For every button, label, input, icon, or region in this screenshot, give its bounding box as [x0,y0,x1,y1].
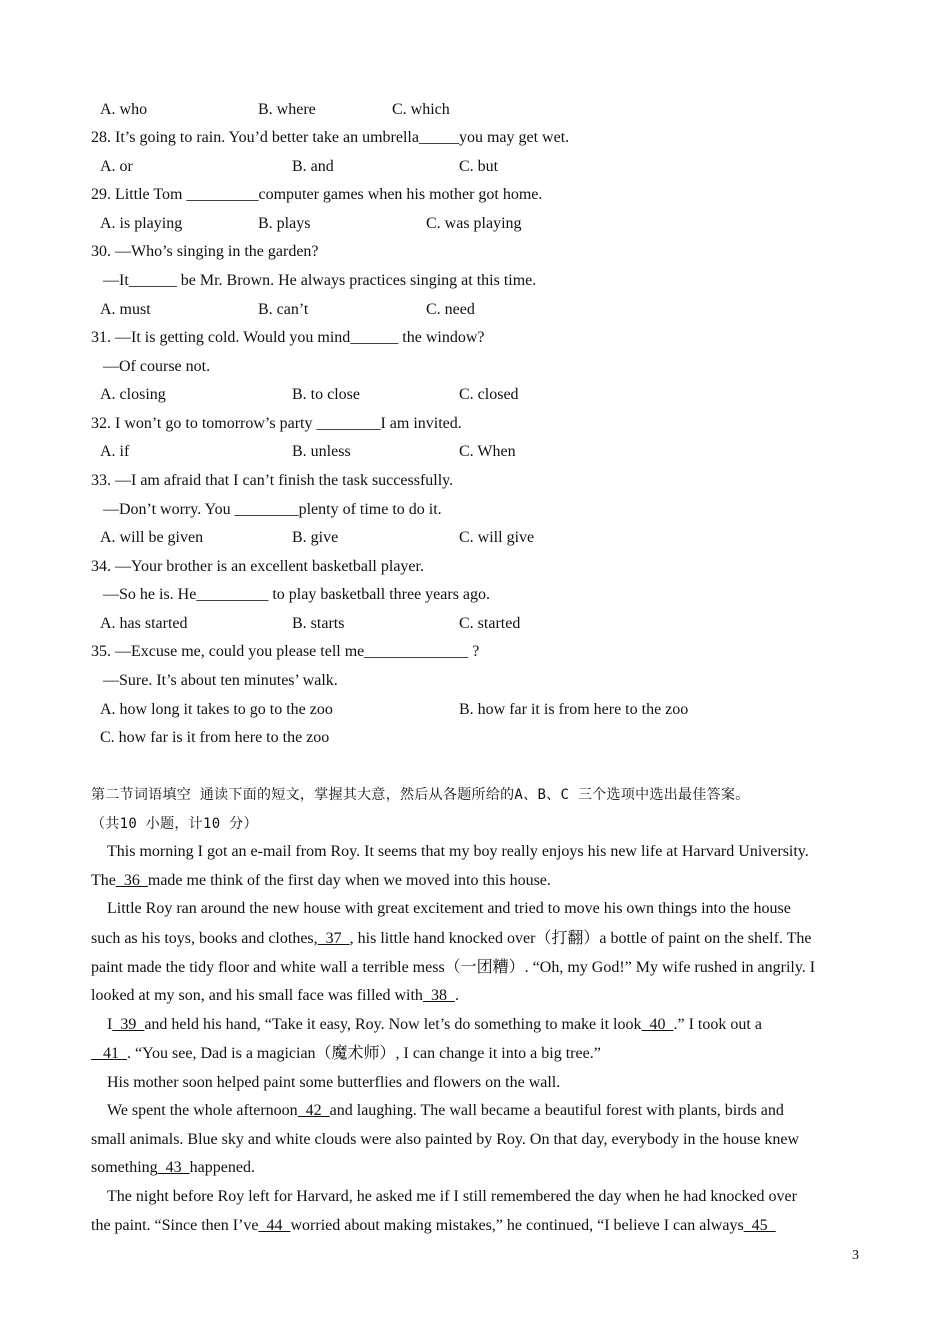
question-33: 33. —I am afraid that I can’t finish the task successfully. [91,472,454,489]
blank-42: 42 [297,1102,330,1119]
q31-option-c: C. closed [459,386,519,403]
q32-option-b: B. unless [292,443,351,460]
blank-41: 41 [91,1045,127,1062]
section-subheading: （共10 小题，计10 分） [91,816,258,832]
blank-45: 45 [743,1217,776,1234]
question-34-reply: —So he is. He_________ to play basketball three years ago. [103,586,491,603]
question-33-reply: —Don’t worry. You ________plenty of time to do it. [103,501,442,518]
q28-option-b: B. and [292,158,334,175]
passage-line: small animals. Blue sky and white clouds were also painted by Roy. On that day, everybody in the house knew [91,1131,799,1148]
blank-43: 43 [157,1159,190,1176]
passage-line: 41 . “You see, Dad is a magician（魔术师）, I can change it into a big tree.” [91,1045,601,1062]
question-30: 30. —Who’s singing in the garden? [91,243,319,260]
q29-option-b: B. plays [258,215,311,232]
blank-44: 44 [258,1217,291,1234]
blank-38: 38 [422,987,455,1004]
q28-option-a: A. or [100,158,133,175]
passage-line: Little Roy ran around the new house with great excitement and tried to move his own things into the house [107,900,791,917]
q30-option-b: B. can’t [258,301,309,318]
q34-option-a: A. has started [100,615,188,632]
q32-option-c: C. When [459,443,516,460]
q35-option-a: A. how long it takes to go to the zoo [100,701,333,718]
q31-option-a: A. closing [100,386,166,403]
q33-option-c: C. will give [459,529,535,546]
q35-option-c: C. how far is it from here to the zoo [100,729,330,746]
passage-line: looked at my son, and his small face was filled with 38 . [91,987,459,1004]
question-31: 31. —It is getting cold. Would you mind______ the window? [91,329,485,346]
passage-line: the paint. “Since then I’ve 44 worried about making mistakes,” he continued, “I believe I can always 45 [91,1217,776,1234]
passage-line: I 39 and held his hand, “Take it easy, Roy. Now let’s do something to make it look 40 .” I took out a [107,1016,762,1033]
q33-option-b: B. give [292,529,339,546]
passage-line: something 43 happened. [91,1159,255,1176]
blank-39: 39 [112,1016,145,1033]
question-32: 32. I won’t go to tomorrow’s party ________I am invited. [91,415,462,432]
question-35-reply: —Sure. It’s about ten minutes’ walk. [103,672,338,689]
q33-option-a: A. will be given [100,529,204,546]
question-31-reply: —Of course not. [103,358,211,375]
passage-line: The 36 made me think of the first day when we moved into this house. [91,872,551,889]
question-34: 34. —Your brother is an excellent basketball player. [91,558,424,575]
q27-option-a: A. who [100,101,148,118]
passage-line: The night before Roy left for Harvard, he asked me if I still remembered the day when he had knocked over [107,1188,797,1205]
question-29: 29. Little Tom _________computer games when his mother got home. [91,186,543,203]
q34-option-c: C. started [459,615,521,632]
q31-option-b: B. to close [292,386,360,403]
q29-option-c: C. was playing [426,215,522,232]
passage-line: His mother soon helped paint some butterflies and flowers on the wall. [107,1074,561,1091]
q30-option-a: A. must [100,301,151,318]
question-35: 35. —Excuse me, could you please tell me_____________ ? [91,643,480,660]
q34-option-b: B. starts [292,615,345,632]
q35-option-b: B. how far it is from here to the zoo [459,701,689,718]
question-28: 28. It’s going to rain. You’d better take an umbrella_____you may get wet. [91,129,570,146]
blank-37: 37 [317,930,350,947]
q30-option-c: C. need [426,301,475,318]
passage-line: paint made the tidy floor and white wall a terrible mess（一团糟）. “Oh, my God!” My wife rushed in angrily. I [91,959,816,976]
q27-option-b: B. where [258,101,316,118]
page-number: 3 [852,1248,859,1263]
q28-option-c: C. but [459,158,499,175]
q32-option-a: A. if [100,443,130,460]
passage-line: such as his toys, books and clothes, 37 , his little hand knocked over（打翻）a bottle of paint on the shelf. The [91,930,812,947]
passage-line: This morning I got an e-mail from Roy. It seems that my boy really enjoys his new life at Harvard University. [107,843,809,860]
section-heading: 第二节词语填空 通读下面的短文，掌握其大意，然后从各题所给的A、B、C 三个选项中选出最佳答案。 [91,787,750,803]
blank-40: 40 [641,1016,674,1033]
question-30-reply: —It______ be Mr. Brown. He always practices singing at this time. [103,272,537,289]
blank-36: 36 [115,872,148,889]
q27-option-c: C. which [392,101,450,118]
q29-option-a: A. is playing [100,215,183,232]
passage-line: We spent the whole afternoon 42 and laughing. The wall became a beautiful forest with plants, birds and [107,1102,784,1119]
